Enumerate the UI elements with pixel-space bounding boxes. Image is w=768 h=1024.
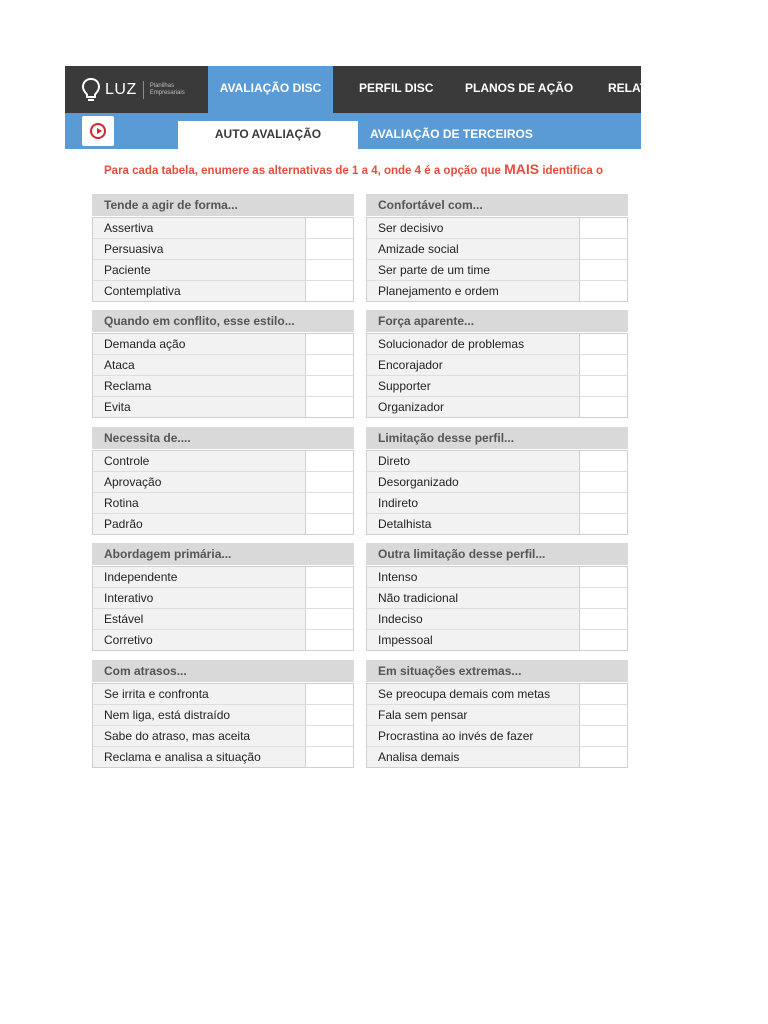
table-header: Força aparente...: [366, 310, 628, 332]
table-row: [367, 259, 627, 280]
question-table: [92, 194, 354, 302]
option-label: Não tradicional: [367, 588, 580, 608]
logo-divider: [143, 81, 144, 99]
option-label: Aprovação: [93, 472, 306, 492]
option-label: Direto: [367, 451, 580, 471]
option-label: Paciente: [93, 260, 306, 280]
rank-input-cell[interactable]: [580, 588, 627, 608]
option-label: Analisa demais: [367, 747, 580, 767]
rank-input-cell[interactable]: [580, 747, 627, 767]
option-label: Persuasiva: [93, 239, 306, 259]
table-row: [367, 218, 627, 238]
question-table: [92, 427, 354, 535]
rank-input-cell[interactable]: [306, 239, 353, 259]
rank-input-cell[interactable]: [580, 705, 627, 725]
option-label: Controle: [93, 451, 306, 471]
question-table: [366, 427, 628, 535]
lightbulb-icon: [81, 77, 101, 103]
table-row: [93, 280, 353, 301]
table-row: [367, 280, 627, 301]
brand-tagline: Planilhas Empresariais: [149, 83, 185, 96]
rank-input-cell[interactable]: [580, 726, 627, 746]
table-row: [93, 218, 353, 238]
option-label: Contemplativa: [93, 281, 306, 301]
option-label: Reclama e analisa a situação: [93, 747, 306, 767]
sub-navigation-bar: [65, 113, 641, 149]
app-frame: [65, 66, 648, 786]
rank-input-cell[interactable]: [580, 493, 627, 513]
rank-input-cell[interactable]: [306, 684, 353, 704]
rank-input-cell[interactable]: [580, 376, 627, 396]
rank-input-cell[interactable]: [306, 609, 353, 629]
table-row: [367, 567, 627, 587]
table-row: [367, 608, 627, 629]
option-label: Nem liga, está distraído: [93, 705, 306, 725]
rank-input-cell[interactable]: [580, 451, 627, 471]
table-body: [92, 566, 354, 651]
rank-input-cell[interactable]: [306, 472, 353, 492]
table-body: [92, 333, 354, 418]
rank-input-cell[interactable]: [580, 281, 627, 301]
table-row: [367, 451, 627, 471]
table-body: [92, 450, 354, 535]
rank-input-cell[interactable]: [306, 747, 353, 767]
table-row: [93, 396, 353, 417]
instruction-after: identifica o: [539, 165, 604, 177]
table-row: [93, 608, 353, 629]
option-label: Corretivo: [93, 630, 306, 650]
option-label: Padrão: [93, 514, 306, 534]
option-label: Interativo: [93, 588, 306, 608]
table-row: [93, 471, 353, 492]
table-row: [367, 513, 627, 534]
option-label: Indeciso: [367, 609, 580, 629]
rank-input-cell[interactable]: [580, 514, 627, 534]
option-label: Solucionador de problemas: [367, 334, 580, 354]
option-label: Indireto: [367, 493, 580, 513]
option-label: Procrastina ao invés de fazer: [367, 726, 580, 746]
option-label: Planejamento e ordem: [367, 281, 580, 301]
rank-input-cell[interactable]: [306, 376, 353, 396]
option-label: Encorajador: [367, 355, 580, 375]
table-header: Abordagem primária...: [92, 543, 354, 565]
rank-input-cell[interactable]: [306, 451, 353, 471]
table-body: [366, 333, 628, 418]
rank-input-cell[interactable]: [580, 355, 627, 375]
rank-input-cell[interactable]: [580, 684, 627, 704]
table-row: [93, 684, 353, 704]
rank-input-cell[interactable]: [580, 472, 627, 492]
rank-input-cell[interactable]: [580, 218, 627, 238]
rank-input-cell[interactable]: [580, 567, 627, 587]
rank-input-cell[interactable]: [306, 281, 353, 301]
option-label: Desorganizado: [367, 472, 580, 492]
rank-input-cell[interactable]: [306, 705, 353, 725]
option-label: Rotina: [93, 493, 306, 513]
top-navigation-bar: [65, 66, 648, 113]
table-header: Confortável com...: [366, 194, 628, 216]
option-label: Se preocupa demais com metas: [367, 684, 580, 704]
play-icon: [90, 123, 106, 139]
table-row: [93, 746, 353, 767]
rank-input-cell[interactable]: [306, 260, 353, 280]
table-body: [366, 683, 628, 768]
table-row: [93, 704, 353, 725]
table-row: [367, 396, 627, 417]
table-row: [367, 334, 627, 354]
option-label: Intenso: [367, 567, 580, 587]
table-row: [367, 238, 627, 259]
table-row: [367, 587, 627, 608]
option-label: Reclama: [93, 376, 306, 396]
table-row: [367, 375, 627, 396]
rank-input-cell[interactable]: [306, 630, 353, 650]
table-row: [93, 492, 353, 513]
nav-tab-avaliacao-disc[interactable]: AVALIAÇÃO DISC: [208, 66, 333, 113]
option-label: Demanda ação: [93, 334, 306, 354]
option-label: Ser parte de um time: [367, 260, 580, 280]
table-row: [93, 259, 353, 280]
option-label: Independente: [93, 567, 306, 587]
table-row: [367, 492, 627, 513]
table-row: [367, 684, 627, 704]
table-header: Outra limitação desse perfil...: [366, 543, 628, 565]
option-label: Ser decisivo: [367, 218, 580, 238]
option-label: Evita: [93, 397, 306, 417]
table-header: Quando em conflito, esse estilo...: [92, 310, 354, 332]
rank-input-cell[interactable]: [306, 397, 353, 417]
table-body: [92, 217, 354, 302]
luz-logo[interactable]: [81, 76, 194, 104]
rank-input-cell[interactable]: [306, 588, 353, 608]
nav-tab-relatorios[interactable]: RELAT: [608, 81, 648, 95]
rank-input-cell[interactable]: [306, 355, 353, 375]
subtab-auto-avaliacao[interactable]: AUTO AVALIAÇÃO: [178, 121, 358, 149]
table-body: [366, 566, 628, 651]
instruction-emphasis: MAIS: [504, 161, 540, 177]
question-table: [366, 194, 628, 302]
table-header: Com atrasos...: [92, 660, 354, 682]
table-body: [366, 450, 628, 535]
table-body: [92, 683, 354, 768]
rank-input-cell[interactable]: [306, 493, 353, 513]
question-table: [92, 543, 354, 651]
option-label: Estável: [93, 609, 306, 629]
option-label: Ataca: [93, 355, 306, 375]
rank-input-cell[interactable]: [580, 334, 627, 354]
brand-name: LUZ: [105, 81, 137, 98]
table-header: Em situações extremas...: [366, 660, 628, 682]
option-label: Impessoal: [367, 630, 580, 650]
table-row: [367, 746, 627, 767]
play-video-button[interactable]: [82, 116, 114, 146]
question-table: [366, 310, 628, 418]
rank-input-cell[interactable]: [580, 609, 627, 629]
table-row: [367, 725, 627, 746]
table-row: [93, 354, 353, 375]
option-label: Organizador: [367, 397, 580, 417]
option-label: Supporter: [367, 376, 580, 396]
table-row: [367, 471, 627, 492]
rank-input-cell[interactable]: [580, 397, 627, 417]
rank-input-cell[interactable]: [306, 218, 353, 238]
question-table: [92, 660, 354, 768]
table-row: [93, 513, 353, 534]
option-label: Amizade social: [367, 239, 580, 259]
option-label: Detalhista: [367, 514, 580, 534]
table-body: [366, 217, 628, 302]
subtab-avaliacao-de-terceiros[interactable]: AVALIAÇÃO DE TERCEIROS: [370, 127, 533, 141]
rank-input-cell[interactable]: [580, 239, 627, 259]
nav-tab-perfil-disc[interactable]: PERFIL DISC: [359, 81, 434, 95]
question-table: [92, 310, 354, 418]
table-row: [367, 629, 627, 650]
rank-input-cell[interactable]: [580, 260, 627, 280]
rank-input-cell[interactable]: [580, 630, 627, 650]
option-label: Se irrita e confronta: [93, 684, 306, 704]
table-row: [93, 238, 353, 259]
rank-input-cell[interactable]: [306, 726, 353, 746]
instruction-text: [104, 161, 603, 177]
option-label: Assertiva: [93, 218, 306, 238]
table-row: [93, 334, 353, 354]
table-row: [367, 354, 627, 375]
option-label: Sabe do atraso, mas aceita: [93, 726, 306, 746]
table-row: [367, 704, 627, 725]
option-label: Fala sem pensar: [367, 705, 580, 725]
rank-input-cell[interactable]: [306, 334, 353, 354]
table-header: Tende a agir de forma...: [92, 194, 354, 216]
table-row: [93, 451, 353, 471]
table-row: [93, 567, 353, 587]
table-row: [93, 587, 353, 608]
instruction-before: Para cada tabela, enumere as alternativas de 1 a 4, onde 4 é a opção que: [104, 165, 505, 177]
table-row: [93, 725, 353, 746]
question-table: [366, 660, 628, 768]
nav-tab-planos-de-acao[interactable]: PLANOS DE AÇÃO: [465, 81, 574, 95]
table-row: [93, 629, 353, 650]
rank-input-cell[interactable]: [306, 514, 353, 534]
question-table: [366, 543, 628, 651]
table-header: Necessita de....: [92, 427, 354, 449]
table-row: [93, 375, 353, 396]
rank-input-cell[interactable]: [306, 567, 353, 587]
table-header: Limitação desse perfil...: [366, 427, 628, 449]
